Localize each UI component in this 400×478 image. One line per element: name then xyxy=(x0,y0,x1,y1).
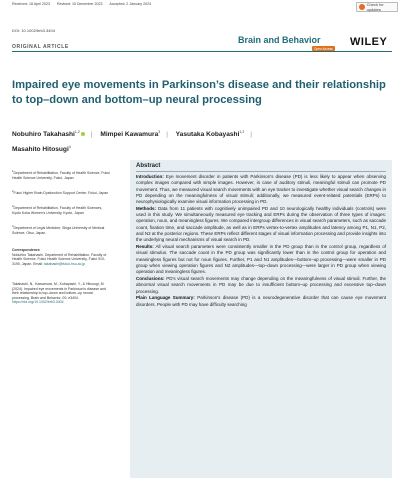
check-updates-button[interactable] xyxy=(356,2,398,12)
abstract-conclusions: Conclusions: PD's visual search movements may change depending on the meaningfulness of visual stimuli. Further, the abnormal visual search movements in PD may be due to insufficient bottom–up processing and excessive top–down processing. xyxy=(136,275,386,294)
check-updates-label: Check for updates xyxy=(366,2,384,12)
correspondence xyxy=(12,248,110,266)
correspondence-heading: Correspondence xyxy=(12,248,40,252)
author[interactable]: Mimpei Kawamura$^3$ xyxy=(100,130,161,139)
article-type: ORIGINAL ARTICLE xyxy=(12,44,69,50)
journal-name: Brain and Behavior xyxy=(238,35,321,45)
publisher-logo: WILEY xyxy=(350,36,388,48)
abstract-box xyxy=(130,160,392,478)
article-title: Impaired eye movements in Parkinson’s disease and their relationship to top–down and bottom–up neural processing xyxy=(12,79,386,106)
header-divider xyxy=(12,51,392,52)
citation-link[interactable]: https://doi.org/10.1002/brb3.3404 xyxy=(12,300,64,305)
article-dates xyxy=(12,2,157,6)
orcid-icon[interactable] xyxy=(81,132,85,136)
doi[interactable]: DOI: 10.1002/brb3.3404 xyxy=(12,28,55,33)
citation xyxy=(12,282,110,305)
accepted-date: Accepted: 2 January 2024 xyxy=(109,2,152,6)
affiliation: $^4$Department of Legal Medicine, Shiga University of Medical Science, Otsu, Japan xyxy=(12,225,105,235)
open-access-badge: Open Access xyxy=(314,46,333,51)
author[interactable]: Masahito Hitosugi$^4$ xyxy=(12,145,71,154)
abstract-methods: Methods: Data from 11 patients with cognitively unimpaired PD and 10 neurologically healthy individuals (controls) were used in this study. We simultaneously measured eye tracking and ERPs during the observation of three types of images: operation, noun, and meaningless figures. We compared intergroup differences in visual search parameters, such as saccade count, fixation time, and saccade amplitude, as well as in ERPs vertex-to-vertex amplitudes and latency among P1, N1, P2, and N2 at the posterior regions. These ERPs reflect different stages of visual information processing and provide insights into the underlying neural mechanisms of visual search in PD. xyxy=(136,205,386,243)
affiliation: $^1$Department of Rehabilitation, Faculty of Health Science, Fukui Health Science University, Fukui, Japan xyxy=(12,170,110,180)
citation-text: Takahashi, N., Kawamura, M., Kobayashi, Y., & Hitosugi, M. (2024). Impaired eye movements in Parkinson's disease and their relationship to top–down and bottom–up neural processing. Brain and Behavior, 00, e3404. xyxy=(12,282,106,300)
abstract-heading: Abstract xyxy=(136,163,386,172)
correspondence-email[interactable]: takahashi@fukui-hsu.ac.jp xyxy=(43,261,86,266)
author[interactable]: Yasutaka Kobayashi$^{1,2}$ xyxy=(175,130,245,139)
abstract-plain-summary: Plain Language Summary: Parkinson's disease (PD) is a neurodegenerative disorder that can cause eye movement disorders. People with PD may have difficulty searching xyxy=(136,295,387,307)
check-updates-icon xyxy=(359,4,365,10)
correspondence-text: Nobuhiro Takahashi, Department of Rehabilitation, Faculty of Health Science, Fukui Health Science University, Fukui 910-3190, Japan. Email: xyxy=(12,252,107,266)
received-date: Received: 18 April 2023 xyxy=(12,2,50,6)
abstract-introduction: Introduction: Eye movement disorder in patients with Parkinson's disease (PD) is less likely to appear when observing complex images compared with simple images. However, in case of auditory stimuli, meaningful stimuli can promote PD movement. Thus, we measured visual search movements with an eye tracker to investigate whether visual search changes in PD depending on the meaningfulness of visual stimuli; additionally, we measured event-related potentials (ERPs) to neurophysiologically examine visual information processing in PD. xyxy=(136,174,386,205)
author-list: Nobuhiro Takahashi$^{1,2}$ | Mimpei Kawamura$^3$ | Yasutaka Kobayashi$^{1,2}$ | Masahito Hitosugi$^4$ xyxy=(12,130,253,154)
author[interactable]: Nobuhiro Takahashi$^{1,2}$ xyxy=(12,131,85,138)
affiliation: $^2$Fukui Higher Brain Dysfunction Support Center, Fukui, Japan xyxy=(12,190,109,196)
affiliation: $^3$Department of Rehabilitation, Faculty of Health Sciences, Kyoto Koka Women's University, Kyoto, Japan xyxy=(12,205,103,215)
abstract-results: Results: All visual search parameters were consistently smaller in the PD group than in the control group, regardless of visual stimulus. The saccade count in the PD group was significantly lower than in the control group for operation and meaningless figures but not for noun figures. Further, P1 and N1 amplitudes—bottom–up processing—were smaller in PD group when viewing operation figures and N2 amplitudes—top–down processing—were larger in PD group when viewing operation and meaningless figures. xyxy=(136,244,386,275)
revised-date: Revised: 15 December 2023 xyxy=(56,2,103,6)
